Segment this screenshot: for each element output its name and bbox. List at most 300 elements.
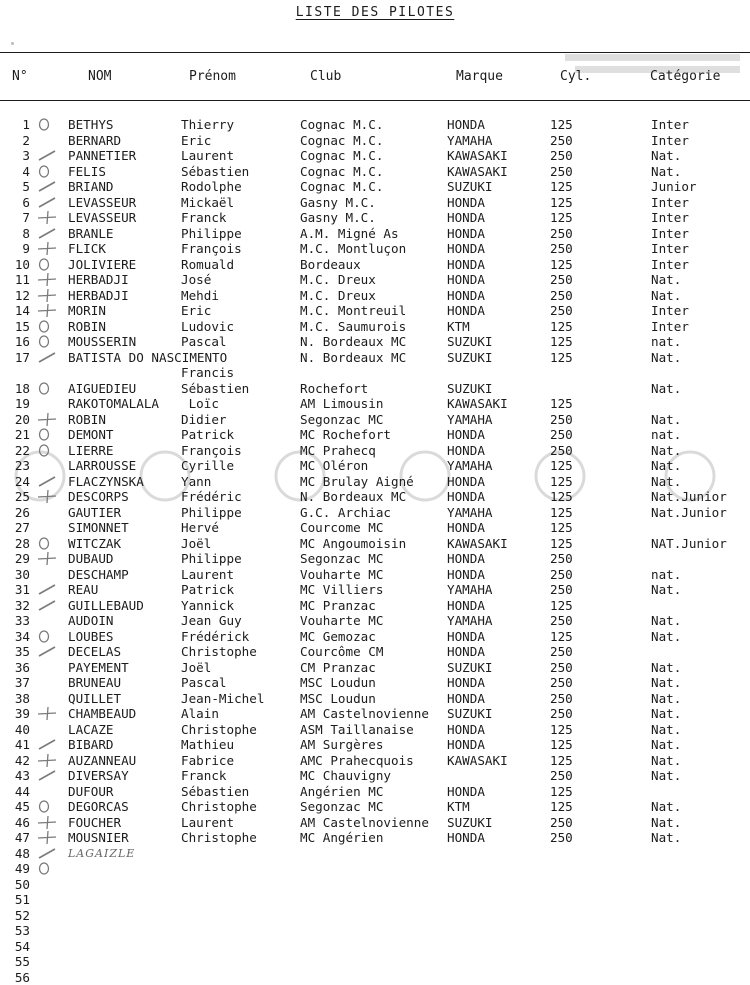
slash-mark-icon: [36, 474, 60, 489]
pilot-last-name: LEVASSEUR: [68, 195, 136, 211]
slash-mark-icon: [36, 737, 60, 752]
pilot-club: AM Castelnovienne: [300, 815, 429, 831]
pilot-last-name: AUZANNEAU: [68, 753, 136, 769]
pilot-first-name: Frédérick: [181, 629, 249, 645]
pilot-club: Bordeaux: [300, 257, 361, 273]
pilot-brand: SUZUKI: [447, 350, 493, 366]
pilot-brand: HONDA: [447, 257, 485, 273]
slash-mark-icon: [36, 582, 60, 597]
pilot-category: Nat.: [651, 412, 681, 428]
table-row: [0, 908, 750, 924]
row-number: 25: [0, 489, 30, 505]
pilot-displacement: 250: [550, 660, 573, 676]
pilot-last-name: GAUTIER: [68, 505, 121, 521]
pilot-last-name: DIVERSAY: [68, 768, 129, 784]
circle-mark-icon: [36, 861, 60, 876]
pilot-displacement: 125: [550, 195, 573, 211]
pilot-category: Nat.: [651, 691, 681, 707]
pilot-first-name: Laurent: [181, 567, 234, 583]
table-row: [0, 133, 750, 149]
table-row: [0, 613, 750, 629]
slash-mark-icon: [36, 226, 60, 241]
pilot-club: MC Prahecq: [300, 443, 376, 459]
pilot-displacement: 250: [550, 675, 573, 691]
pilot-category: Inter: [651, 241, 689, 257]
pilot-last-name: CHAMBEAUD: [68, 706, 136, 722]
table-row: [0, 520, 750, 536]
pilot-first-name: Christophe: [181, 644, 257, 660]
cross-mark-icon: [36, 551, 60, 566]
pilot-category: Inter: [651, 226, 689, 242]
pilot-category: Nat.: [651, 381, 681, 397]
pilot-category: Nat.: [651, 675, 681, 691]
pilot-last-name: BIBARD: [68, 737, 114, 753]
pilot-category: Nat.: [651, 350, 681, 366]
table-row: [0, 877, 750, 893]
row-number: 40: [0, 722, 30, 738]
pilot-displacement: 250: [550, 443, 573, 459]
slash-mark-icon: [36, 350, 60, 365]
table-row: [0, 117, 750, 133]
row-number: 48: [0, 846, 30, 862]
pilot-last-name: BERNARD: [68, 133, 121, 149]
table-row: [0, 861, 750, 877]
pilot-displacement: 125: [550, 799, 573, 815]
cross-mark-icon: [36, 241, 60, 256]
pilot-club: MSC Loudun: [300, 691, 376, 707]
pilot-displacement: 125: [550, 722, 573, 738]
pilot-brand: HONDA: [447, 830, 485, 846]
pilot-first-name: Philippe: [181, 226, 242, 242]
pilot-brand: KAWASAKI: [447, 164, 508, 180]
pilot-displacement: 250: [550, 303, 573, 319]
pilot-club: Cognac M.C.: [300, 148, 383, 164]
pilot-first-name: Philippe: [181, 505, 242, 521]
pilot-displacement: 250: [550, 706, 573, 722]
header-marque: Marque: [456, 69, 503, 84]
pilot-category: Nat.: [651, 799, 681, 815]
pilot-brand: HONDA: [447, 644, 485, 660]
pilot-displacement: 125: [550, 458, 573, 474]
cross-mark-icon: [36, 210, 60, 225]
table-row: [0, 660, 750, 676]
header-cyl: Cyl.: [560, 69, 591, 84]
pilot-displacement: 125: [550, 598, 573, 614]
pilot-brand: SUZUKI: [447, 381, 493, 397]
pilot-category: Nat.: [651, 148, 681, 164]
row-number: 8: [0, 226, 30, 242]
pilot-displacement: 250: [550, 148, 573, 164]
pilot-last-name: FLACZYNSKA: [68, 474, 144, 490]
pilot-last-name: HERBADJI: [68, 272, 129, 288]
pilot-club: Angérien MC: [300, 784, 383, 800]
header-num: N°: [12, 69, 28, 84]
pilot-brand: HONDA: [447, 241, 485, 257]
row-number: 20: [0, 412, 30, 428]
pilot-last-name: MORIN: [68, 303, 106, 319]
row-number: 26: [0, 505, 30, 521]
pilot-category: Nat.: [651, 629, 681, 645]
pilot-displacement: 250: [550, 567, 573, 583]
slash-mark-icon: [36, 846, 60, 861]
speck: [11, 42, 14, 45]
row-number: 38: [0, 691, 30, 707]
pilot-category: Nat.: [651, 753, 681, 769]
pilot-last-name: WITCZAK: [68, 536, 121, 552]
row-number: 43: [0, 768, 30, 784]
pilot-displacement: 125: [550, 536, 573, 552]
pilot-displacement: 250: [550, 427, 573, 443]
pilot-club: Cognac M.C.: [300, 117, 383, 133]
row-number: 44: [0, 784, 30, 800]
pilot-category: Inter: [651, 210, 689, 226]
pilot-last-name: LIERRE: [68, 443, 114, 459]
row-number: 34: [0, 629, 30, 645]
pilot-last-name: GUILLEBAUD: [68, 598, 144, 614]
pilot-last-name: FOUCHER: [68, 815, 121, 831]
pilot-first-name: Christophe: [181, 799, 257, 815]
pilot-displacement: 250: [550, 551, 573, 567]
table-header: [0, 69, 750, 87]
row-number: 27: [0, 520, 30, 536]
pilot-brand: HONDA: [447, 443, 485, 459]
pilot-displacement: 250: [550, 412, 573, 428]
table-row: [0, 939, 750, 955]
pilot-last-name: LEVASSEUR: [68, 210, 136, 226]
pilot-displacement: 125: [550, 629, 573, 645]
pilot-club: AM Surgères: [300, 737, 383, 753]
row-number: 3: [0, 148, 30, 164]
row-number: 6: [0, 195, 30, 211]
row-number: 56: [0, 970, 30, 985]
row-number: 55: [0, 954, 30, 970]
pilot-last-name: BATISTA DO NASCIMENTO: [68, 350, 227, 366]
table-row: [0, 257, 750, 273]
pilot-category: Inter: [651, 303, 689, 319]
pilot-last-name: MOUSNIER: [68, 830, 129, 846]
pilot-club: Gasny M.C.: [300, 210, 376, 226]
circle-mark-icon: [36, 629, 60, 644]
pilot-brand: KTM: [447, 319, 470, 335]
table-row: [0, 892, 750, 908]
pilot-first-name: Yannick: [181, 598, 234, 614]
pilot-last-name: LARROUSSE: [68, 458, 136, 474]
pilot-brand: HONDA: [447, 629, 485, 645]
pilot-brand: HONDA: [447, 210, 485, 226]
pilot-first-name: Thierry: [181, 117, 234, 133]
pilot-club: M.C. Dreux: [300, 288, 376, 304]
pilot-displacement: 250: [550, 768, 573, 784]
table-row: [0, 970, 750, 985]
pilot-first-name: José: [181, 272, 211, 288]
pilot-club: AMC Prahecquois: [300, 753, 414, 769]
pilot-first-name-continued: Francis: [181, 365, 234, 381]
pilot-club: MC Pranzac: [300, 598, 376, 614]
pilot-club: Segonzac MC: [300, 412, 383, 428]
slash-mark-icon: [36, 148, 60, 163]
pilot-brand: HONDA: [447, 226, 485, 242]
pilot-brand: SUZUKI: [447, 179, 493, 195]
circle-mark-icon: [36, 381, 60, 396]
pilot-category: Nat.Junior: [651, 489, 727, 505]
row-number: 5: [0, 179, 30, 195]
pilot-brand: HONDA: [447, 489, 485, 505]
row-number: 39: [0, 706, 30, 722]
pilot-category: Nat.Junior: [651, 505, 727, 521]
pilot-club: M.C. Dreux: [300, 272, 376, 288]
pilot-club: M.C. Montluçon: [300, 241, 406, 257]
pilot-first-name: Philippe: [181, 551, 242, 567]
pilot-brand: KAWASAKI: [447, 753, 508, 769]
header-categorie: Catégorie: [650, 69, 720, 84]
cross-mark-icon: [36, 753, 60, 768]
slash-mark-icon: [36, 644, 60, 659]
pilot-last-name: AIGUEDIEU: [68, 381, 136, 397]
pilot-displacement: 125: [550, 753, 573, 769]
row-number: 11: [0, 272, 30, 288]
header-prenom: Prénom: [189, 69, 236, 84]
pilot-brand: SUZUKI: [447, 706, 493, 722]
table-row: [0, 536, 750, 552]
cross-mark-icon: [36, 303, 60, 318]
pilot-last-name: DUBAUD: [68, 551, 114, 567]
pilot-category: Nat.: [651, 768, 681, 784]
page-title-text: LISTE DES PILOTES: [296, 5, 455, 20]
pilot-displacement: 250: [550, 226, 573, 242]
table-row: [0, 582, 750, 598]
cross-mark-icon: [36, 412, 60, 427]
table-row: [0, 210, 750, 226]
pilot-category: Inter: [651, 195, 689, 211]
table-row: [0, 164, 750, 180]
cross-mark-icon: [36, 288, 60, 303]
pilot-last-name: ROBIN: [68, 412, 106, 428]
pilot-category: Nat.: [651, 706, 681, 722]
pilot-brand: HONDA: [447, 675, 485, 691]
pilot-club: MC Chauvigny: [300, 768, 391, 784]
table-row: [0, 334, 750, 350]
pilot-brand: HONDA: [447, 551, 485, 567]
pilot-displacement: 125: [550, 737, 573, 753]
pilot-displacement: 250: [550, 815, 573, 831]
row-number: 2: [0, 133, 30, 149]
pilot-club: Cognac M.C.: [300, 179, 383, 195]
pilot-first-name: François: [181, 241, 242, 257]
pilot-last-name: DUFOUR: [68, 784, 114, 800]
row-number: 45: [0, 799, 30, 815]
pilot-first-name: Fabrice: [181, 753, 234, 769]
pilot-category: Nat.: [651, 660, 681, 676]
row-number: 24: [0, 474, 30, 490]
table-row: [0, 768, 750, 784]
pilot-brand: SUZUKI: [447, 334, 493, 350]
pilot-club: M.C. Montreuil: [300, 303, 406, 319]
pilot-club: MSC Loudun: [300, 675, 376, 691]
table-row: [0, 567, 750, 583]
row-number: 50: [0, 877, 30, 893]
table-row: [0, 427, 750, 443]
pilot-brand: KTM: [447, 799, 470, 815]
pilot-club: AM Limousin: [300, 396, 383, 412]
cross-mark-icon: [36, 830, 60, 845]
slash-mark-icon: [36, 195, 60, 210]
pilot-brand: YAMAHA: [447, 505, 493, 521]
circle-mark-icon: [36, 536, 60, 551]
pilot-last-name: BETHYS: [68, 117, 114, 133]
pilot-last-name: DEMONT: [68, 427, 114, 443]
table-row: [0, 954, 750, 970]
cross-mark-icon: [36, 272, 60, 287]
pilot-club: N. Bordeaux MC: [300, 350, 406, 366]
pilot-category: Nat.: [651, 164, 681, 180]
pilot-displacement: 250: [550, 288, 573, 304]
pilot-first-name: Sébastien: [181, 164, 249, 180]
row-number: 31: [0, 582, 30, 598]
row-number: 41: [0, 737, 30, 753]
pilot-first-name: Cyrille: [181, 458, 234, 474]
pilot-displacement: 250: [550, 272, 573, 288]
pilot-displacement: 125: [550, 210, 573, 226]
row-number: 10: [0, 257, 30, 273]
pilot-last-name: FLICK: [68, 241, 106, 257]
table-row: [0, 381, 750, 397]
pilot-club: A.M. Migné As: [300, 226, 399, 242]
pilot-club: MC Oléron: [300, 458, 368, 474]
pilot-last-name: BRIAND: [68, 179, 114, 195]
row-number: 53: [0, 923, 30, 939]
pilot-club: N. Bordeaux MC: [300, 489, 406, 505]
row-number: 32: [0, 598, 30, 614]
table-row: [0, 272, 750, 288]
pilot-last-name: BRUNEAU: [68, 675, 121, 691]
table-row: [0, 675, 750, 691]
row-number: 30: [0, 567, 30, 583]
pilot-category: nat.: [651, 427, 681, 443]
row-number: 22: [0, 443, 30, 459]
pilot-last-name: QUILLET: [68, 691, 121, 707]
pilot-displacement: 125: [550, 784, 573, 800]
table-row: [0, 303, 750, 319]
pilot-category: nat.: [651, 334, 681, 350]
pilot-category: Nat.: [651, 815, 681, 831]
pilot-displacement: 250: [550, 613, 573, 629]
circle-mark-icon: [36, 164, 60, 179]
pilot-category: Nat.: [651, 458, 681, 474]
table-row: [0, 226, 750, 242]
circle-mark-icon: [36, 799, 60, 814]
pilot-category: Nat.: [651, 443, 681, 459]
pilot-category: Inter: [651, 117, 689, 133]
pilot-first-name: Jean Guy: [181, 613, 242, 629]
pilot-brand: YAMAHA: [447, 582, 493, 598]
row-number: 23: [0, 458, 30, 474]
pilot-last-name: BRANLE: [68, 226, 114, 242]
pilot-club: MC Villiers: [300, 582, 383, 598]
pilot-first-name: Rodolphe: [181, 179, 242, 195]
pilot-category: Nat.: [651, 474, 681, 490]
pilot-last-name: AUDOIN: [68, 613, 114, 629]
table-row: [0, 830, 750, 846]
pilot-first-name: Mickaël: [181, 195, 234, 211]
pilot-last-name: RAKOTOMALALA: [68, 396, 159, 412]
pilot-displacement: 250: [550, 133, 573, 149]
pilot-last-name: DESCHAMP: [68, 567, 129, 583]
pilot-club: G.C. Archiac: [300, 505, 391, 521]
pilot-club: MC Angérien: [300, 830, 383, 846]
table-row: [0, 923, 750, 939]
pilot-brand: HONDA: [447, 427, 485, 443]
pilot-first-name: Pascal: [181, 675, 227, 691]
pilot-first-name: Laurent: [181, 815, 234, 831]
pilot-club: MC Rochefort: [300, 427, 391, 443]
table-row: [0, 815, 750, 831]
table-row: [0, 691, 750, 707]
pilot-first-name: Yann: [181, 474, 211, 490]
table-row: [0, 412, 750, 428]
pilot-brand: KAWASAKI: [447, 396, 508, 412]
table-row: [0, 489, 750, 505]
pilot-displacement: 250: [550, 644, 573, 660]
row-number: 51: [0, 892, 30, 908]
pilot-displacement: 250: [550, 241, 573, 257]
pilot-displacement: 125: [550, 334, 573, 350]
table-row: [0, 505, 750, 521]
table-row: [0, 195, 750, 211]
row-number: 33: [0, 613, 30, 629]
table-row: [0, 629, 750, 645]
pilot-brand: HONDA: [447, 117, 485, 133]
pilot-category: Nat.: [651, 582, 681, 598]
pilot-first-name: François: [181, 443, 242, 459]
pilot-club: Segonzac MC: [300, 551, 383, 567]
pilot-category: Nat.: [651, 272, 681, 288]
pilot-club: Courcome MC: [300, 520, 383, 536]
row-number: 54: [0, 939, 30, 955]
pilot-category: nat.: [651, 567, 681, 583]
table-row: [0, 458, 750, 474]
pilot-displacement: 250: [550, 830, 573, 846]
pilot-displacement: 250: [550, 582, 573, 598]
pilot-last-name: FELIS: [68, 164, 106, 180]
header-club: Club: [310, 69, 341, 84]
table-row: [0, 598, 750, 614]
table-row: [0, 319, 750, 335]
cross-mark-icon: [36, 706, 60, 721]
table-row: [0, 737, 750, 753]
pilot-first-name: Patrick: [181, 427, 234, 443]
pilot-brand: HONDA: [447, 272, 485, 288]
header-nom: NOM: [88, 69, 111, 84]
pilot-club: ASM Taillanaise: [300, 722, 414, 738]
pilot-last-name: PAYEMENT: [68, 660, 129, 676]
pilot-first-name: Laurent: [181, 148, 234, 164]
pilot-brand: YAMAHA: [447, 458, 493, 474]
row-number: 46: [0, 815, 30, 831]
pilot-first-name: Sébastien: [181, 784, 249, 800]
pilot-category: Inter: [651, 257, 689, 273]
pilot-first-name: Joël: [181, 660, 211, 676]
pilot-brand: HONDA: [447, 722, 485, 738]
table-row: [0, 241, 750, 257]
pilot-club: MC Brulay Aigné: [300, 474, 414, 490]
table-row: [0, 706, 750, 722]
table-row: [0, 722, 750, 738]
row-number: 36: [0, 660, 30, 676]
pilot-category: Nat.: [651, 722, 681, 738]
pilot-displacement: 125: [550, 350, 573, 366]
pilot-club: MC Angoumoisin: [300, 536, 406, 552]
pilot-displacement: 250: [550, 164, 573, 180]
